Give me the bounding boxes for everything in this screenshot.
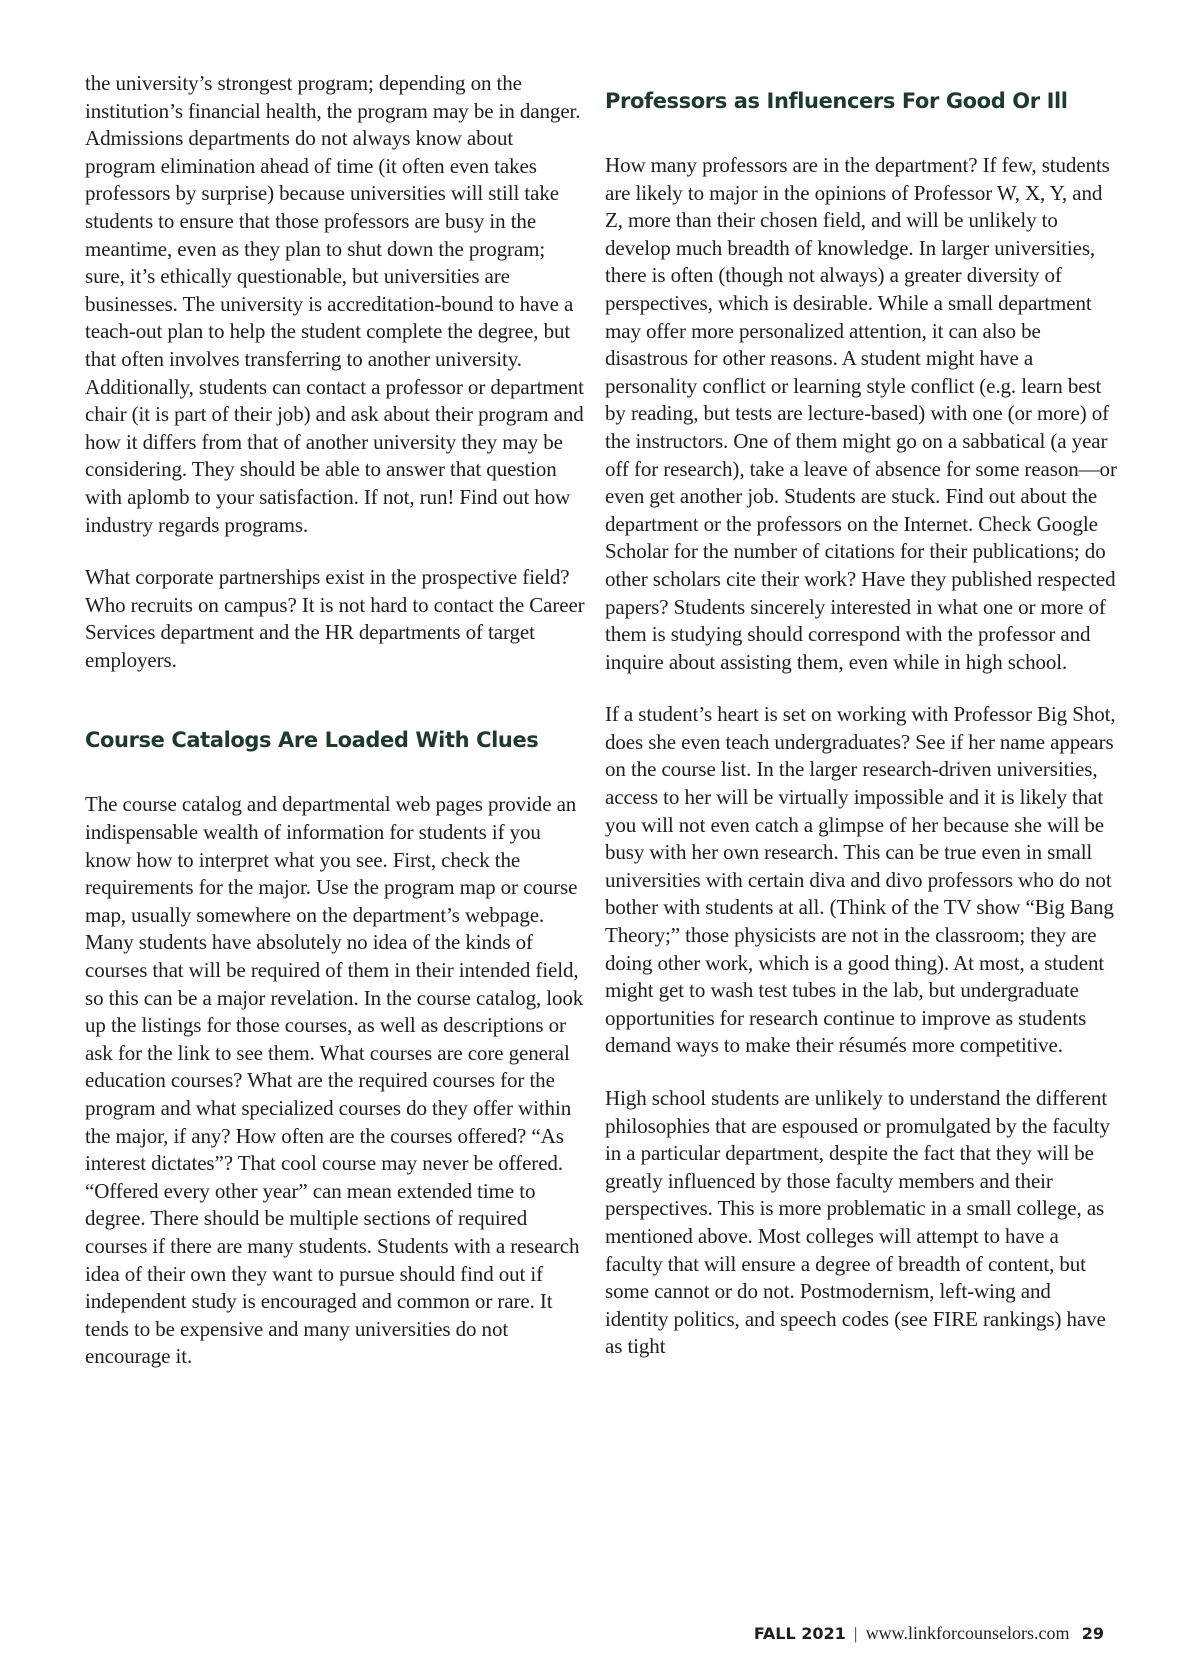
footer-separator: | (854, 1624, 858, 1643)
body-paragraph: High school students are unlikely to understand the different philosophies that are espoused or promulgated by the faculty in a particular department, despite the fact that they will be greatly influenced by those faculty members and their perspectives. This is more problematic in a small college, as mentioned above. Most colleges will attempt to have a faculty that will ensure a degree of breadth of content, but some cannot or do not. Postmodernism, left-wing and identity politics, and speech codes (see FIRE rankings) have as tight (605, 1086, 1110, 1359)
website-link[interactable]: www.linkforcounselors.com (865, 1623, 1070, 1643)
body-paragraph: the university’s strongest program; depending on the institution’s financial health, the program may be in danger. Admissions departments do not always know about program elimination ahead of time (it often even takes professors by surprise) because universities will still take students to ensure that those professors are busy in the meantime, even as they plan to shut down the program; sure, it’s ethically questionable, but universities are businesses. The university is accreditation-bound to have a teach-out plan to help the student complete the degree, but that often involves transferring to another university. Additionally, students can contact a professor or department chair (it is part of their job) and ask about their program and how it differs from that of another university they may be considering. They should be able to answer that question with aplomb to your satisfaction. If not, run! Find out how industry regards programs. (85, 71, 584, 537)
section-heading: Professors as Influencers For Good Or Ill (605, 89, 1068, 113)
left-column (85, 70, 585, 1396)
issue-label: FALL 2021 (753, 1624, 846, 1643)
section-heading: Course Catalogs Are Loaded With Clues (85, 728, 539, 753)
body-paragraph: The course catalog and departmental web pages provide an indispensable wealth of information for students if you know how to interpret what you see. First, check the requirements for the major. Use the program map or course map, usually somewhere on the department’s webpage. Many students have absolutely no idea of the kinds of courses that will be required of them in their intended field, so this can be a major revelation. In the course catalog, look up the listings for those courses, as well as descriptions or ask for the link to see them. What courses are core general education courses? What are the required courses for the program and what specialized courses do they offer within the major, if any? How often are the courses offered? “As interest dictates”? That cool course may never be offered. “Offered every other year” can mean extended time to degree. There should be multiple sections of required courses if there are many students. Students with a research idea of their own they want to pursue should find out if independent study is encouraged and common or rare. It tends to be expensive and many universities do not encourage it. (85, 792, 584, 1369)
body-paragraph: If a student’s heart is set on working with Professor Big Shot, does she even teach undergraduates? See if her name appears on the course list. In the larger research-driven universities, access to her will be virtually impossible and it is likely that you will not even catch a glimpse of her because she will be busy with her own research. This can be true even in small universities with certain diva and divo professors who do not bother with students at all. (Think of the TV show “Big Bang Theory;” those physicists are not in the classroom; they are doing other work, which is a good thing). At most, a student might get to wash test tubes in the lab, but undergraduate opportunities for research continue to improve as students demand ways to make their résumés more competitive. (605, 702, 1116, 1058)
page-number: 29 (1081, 1624, 1104, 1643)
body-paragraph: How many professors are in the department? If few, students are likely to major in the opinions of Professor W, X, Y, and Z, more than their chosen field, and will be unlikely to develop much breadth of knowledge. In larger universities, there is often (though not always) a greater diversity of perspectives, which is desirable. While a small department may offer more personalized attention, it can also be disastrous for other reasons. A student might have a personality conflict or learning style conflict (e.g. learn best by reading, but tests are lecture-based) with one (or more) of the instructors. One of them might go on a sabbatical (a year off for research), take a leave of absence for some reason—or even get another job. Students are stuck. Find out about the department or the professors on the Internet. Check Google Scholar for the number of citations for their publications; do other scholars cite their work? Have they published respected papers? Students sincerely interested in what one or more of them is studying should correspond with the professor and inquire about assisting them, even while in high school. (605, 153, 1117, 674)
body-paragraph: What corporate partnerships exist in the prospective field? Who recruits on campus? It is not hard to contact the Career Services department and the HR departments of target employers. (85, 565, 585, 672)
page-footer (754, 1623, 1104, 1644)
right-column (605, 70, 1117, 1386)
